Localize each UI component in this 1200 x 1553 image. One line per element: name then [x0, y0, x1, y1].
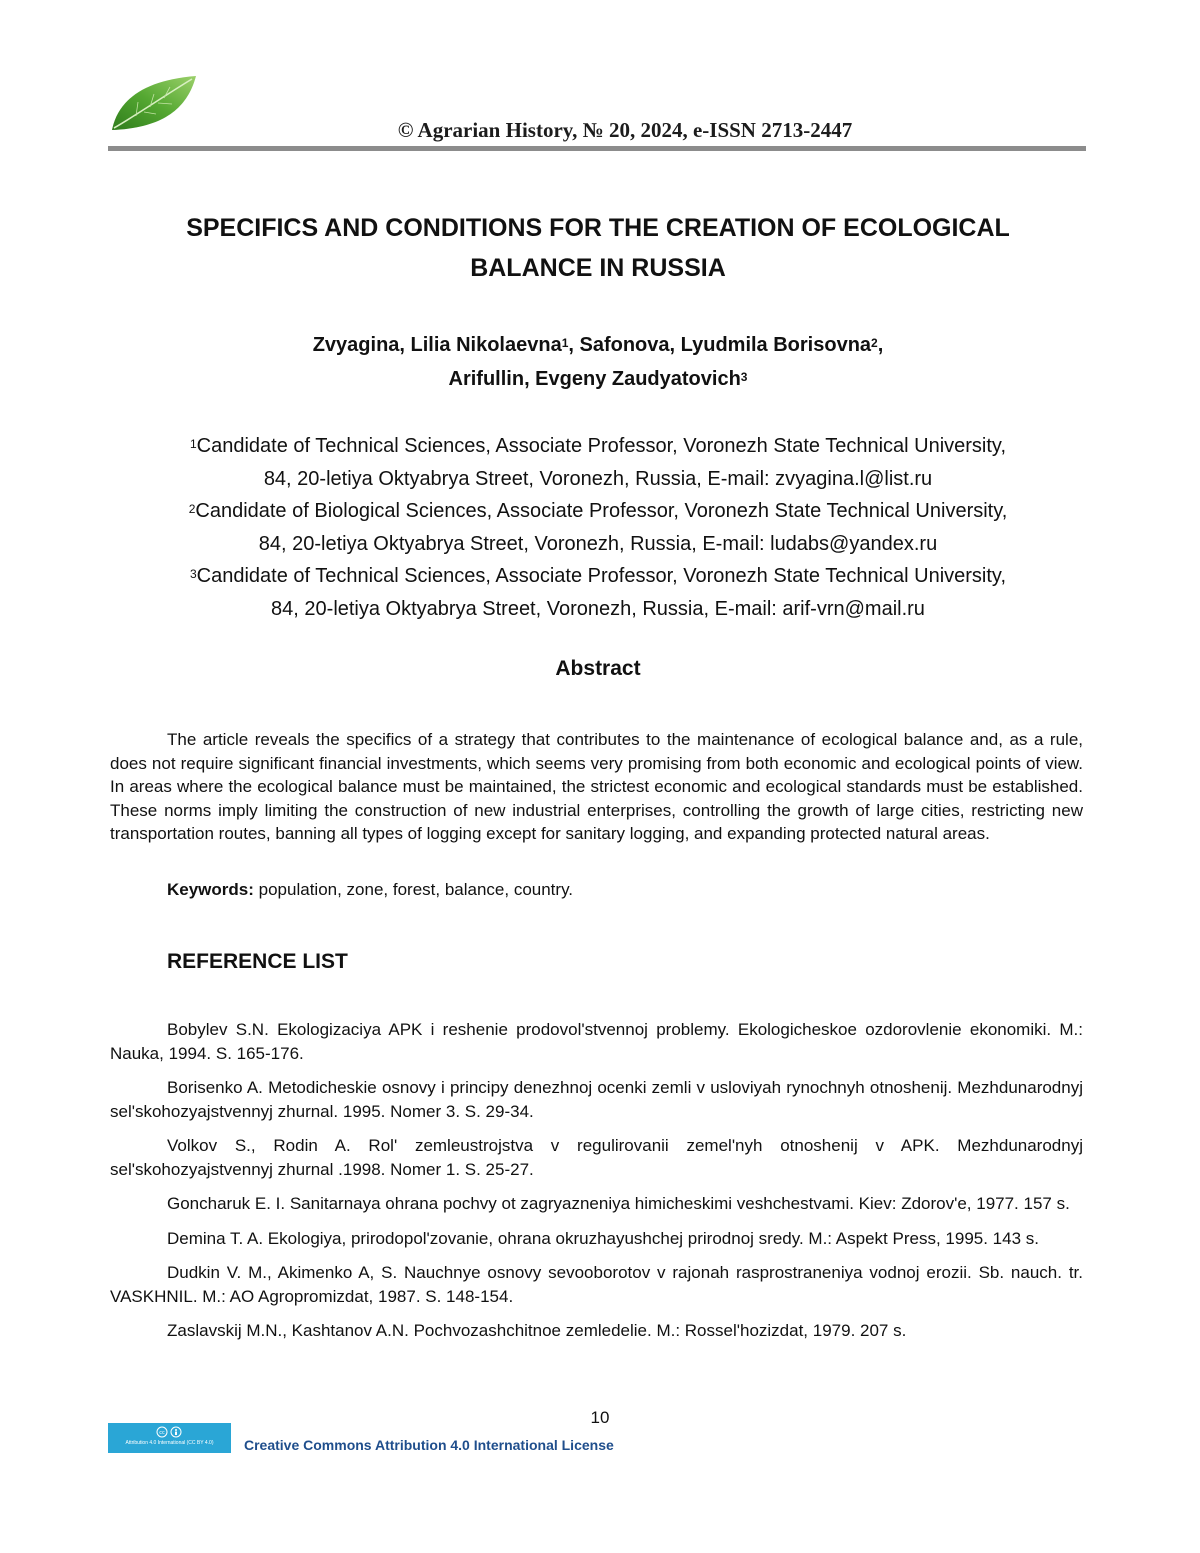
author-mark: 2 — [871, 336, 878, 350]
article-title — [110, 208, 1086, 288]
reference-list-heading: REFERENCE LIST — [167, 950, 348, 973]
svg-text:cc: cc — [159, 1430, 165, 1436]
reference-item: Demina T. A. Ekologiya, prirodopol'zovanie, ohrana okruzhayushchej prirodnoj sredy. M.: Aspekt Press, 1995. 143 s. — [167, 1228, 1039, 1248]
affiliation-text: Candidate of Biological Sciences, Associate Professor, Voronezh State Technical University, — [195, 500, 1008, 522]
author-mark: 3 — [740, 370, 748, 384]
reference-item: Volkov S., Rodin A. Rol' zemleustrojstva v regulirovanii zemel'nyh otnoshenij v APK. Mezhdunarodnyj sel'skohozyajstvennyj zhurnal .1998. Nomer 1. S. 25-27. — [110, 1136, 1083, 1179]
author-separator: , — [568, 334, 580, 356]
affiliations — [110, 430, 1086, 625]
affiliation-line — [110, 495, 1086, 528]
reference-item: Bobylev S.N. Ekologizaciya APK i reshenie prodovol'stvennoj problemy. Ekologicheskoe ozdorovlenie ekonomiki. M.: Nauka, 1994. S. 165-176. — [110, 1020, 1083, 1063]
license-link[interactable]: Creative Commons Attribution 4.0 International License — [244, 1437, 614, 1453]
reference-item: Borisenko A. Metodicheskie osnovy i principy denezhnoj ocenki zemli v usloviyah rynochnyh otnoshenij. Mezhdunarodnyj sel'skohozyajstvennyj zhurnal. 1995. Nomer 3. S. 29-34. — [110, 1078, 1083, 1121]
keywords-list: population, zone, forest, balance, country. — [253, 880, 574, 899]
affiliation-mark: 2 — [188, 502, 196, 516]
affiliation-line — [110, 560, 1086, 593]
author-name: Zvyagina, Lilia Nikolaevna — [312, 334, 562, 356]
title-line: BALANCE IN RUSSIA — [470, 254, 726, 282]
keywords-label: Keywords: — [167, 880, 254, 899]
cc-license-badge[interactable] — [108, 1423, 231, 1453]
author-name: Arifullin, Evgeny Zaudyatovich — [448, 368, 741, 390]
affiliation-text: Candidate of Technical Sciences, Associate Professor, Voronezh State Technical University, — [196, 435, 1007, 457]
affiliation-address: 84, 20-letiya Oktyabrya Street, Voronezh, Russia, E-mail: arif-vrn@mail.ru — [271, 597, 925, 620]
author-mark: 1 — [561, 336, 569, 350]
keywords — [167, 880, 573, 900]
header-divider — [108, 146, 1086, 151]
author-separator: , — [877, 334, 884, 356]
affiliation-address: 84, 20-letiya Oktyabrya Street, Voronezh, Russia, E-mail: zvyagina.l@list.ru — [263, 467, 933, 490]
affiliation-mark: 3 — [189, 567, 197, 581]
affiliation-line — [110, 430, 1086, 463]
abstract-text: The article reveals the specifics of a strategy that contributes to the maintenance of ecological balance and, as a rule, does not require significant financial investments, which seems very promising from both economic and ecological points of view. In areas where the ecological balance must be maintained, the strictest economic and ecological standards must be established. These norms imply limiting the construction of new industrial enterprises, controlling the growth of large cities, restricting new transportation routes, banning all types of logging except for sanitary logging, and expanding protected natural areas. — [110, 730, 1083, 843]
reference-item: Zaslavskij M.N., Kashtanov A.N. Pochvozashchitnoe zemledelie. M.: Rossel'hozizdat, 1979. 207 s. — [167, 1321, 907, 1340]
page-number: 10 — [590, 1408, 610, 1427]
title-line: SPECIFICS AND CONDITIONS FOR THE CREATION OF ECOLOGICAL — [186, 214, 1010, 242]
affiliation-text: Candidate of Technical Sciences, Associate Professor, Voronezh State Technical University, — [196, 565, 1007, 587]
affiliation-address: 84, 20-letiya Oktyabrya Street, Voronezh, Russia, E-mail: ludabs@yandex.ru — [258, 532, 938, 555]
cc-badge-text: Attribution 4.0 International (CC BY 4.0) — [125, 1440, 214, 1446]
journal-header: © Agrarian History, № 20, 2024, e-ISSN 2713-2447 — [397, 118, 853, 142]
abstract-heading: Abstract — [555, 657, 641, 680]
reference-item: Dudkin V. M., Akimenko A, S. Nauchnye osnovy sevooborotov v rajonah rasprostraneniya vodnoj erozii. Sb. nauch. tr. VASKHNIL. M.: AO Agropromizdat, 1987. S. 148-154. — [110, 1263, 1083, 1306]
authors — [110, 328, 1086, 396]
reference-list — [110, 1018, 1083, 1354]
cc-by-icon — [156, 1426, 184, 1438]
affiliation-mark: 1 — [189, 437, 197, 451]
author-name: Safonova, Lyudmila Borisovna — [579, 334, 872, 356]
reference-item: Goncharuk E. I. Sanitarnaya ohrana pochvy ot zagryazneniya himicheskimi veshchestvami. Kiev: Zdorov'e, 1977. 157 s. — [167, 1194, 1070, 1213]
